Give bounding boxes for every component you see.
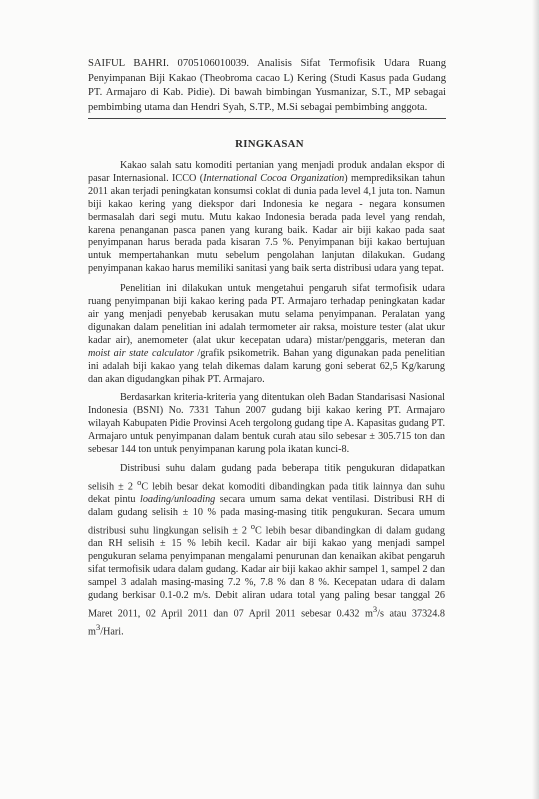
p4-superscript-1: o [137,476,142,487]
p2-text-a: Penelitian ini dilakukan untuk mengetahui pengaruh sifat termofisik udara ruang penyimpanan biji kakao kering pada PT. Armajaro terhadap peningkatan kadar air yang menjadi penyebab kerusakan mutu selama penyimpanan. Peralatan yang digunakan dalam penelitian ini adalah termometer air raksa, moisture tester (alat ukur kadar air), anemometer (alat ukur kecepatan udara) mistar/penggaris, meteran dan [88,283,445,346]
p4-text-d: C lebih besar dibandingkan di dalam gudang dan RH selisih ± 15 % lebih kecil. Kadar air biji kakao yang menjadi sampel pengukuran selama penyimpanan mengalami penurunan dan kenaikan akibat pengaruh sifat termofisik udara dalam gudang. Kadar air biji kakao akhir sampel 1, sampel 2 dan sampel 3 adalah masing-masing 7.2 %, 7.8 % dan 8 %. Kecepatan udara di dalam gudang berkisar 0.1-0.2 m/s. Debit aliran udara total yang paling besar tanggal 26 Maret 2011, 02 April 2011 dan 07 April 2011 sebesar 0.432 m [88,525,445,620]
p4-text-c: secara umum sama dekat ventilasi. Distribusi RH di dalam gudang selisih ± 10 % pada masing-masing titik pengukuran. Secara umum distribusi suhu lingkungan selisih ± 2 [88,494,445,537]
paragraph-2 [88,283,445,386]
bibliographic-header: SAIFUL BAHRI. 0705106010039. Analisis Sifat Termofisik Udara Ruang Penyimpanan Biji Kakao (Theobroma cacao L) Kering (Studi Kasus pada Gudang PT. Armajaro di Kab. Pidie). Di bawah bimbingan Yusmanizar, S.T., MP sebagai pembimbing utama dan Hendri Syah, S.TP., M.Si sebagai pembimbing anggota. [88,58,446,113]
paragraph-4 [88,463,445,639]
p1-italic: International Cocoa Organization [203,172,345,184]
page-title: RINGKASAN [235,138,304,150]
summary-body [88,160,445,645]
header-divider [88,118,446,119]
p4-superscript-4: 3 [95,622,101,633]
p4-text-e: /s atau 37324.8 m [88,608,446,638]
p4-italic: loading/unloading [139,494,216,506]
p2-text-b: /grafik psikometrik. Bahan yang digunakan pada penelitian ini adalah biji kakao yang telah dikemas dalam karung goni seberat 62,5 Kg/karung dan akan digudangkan pihak PT. Armajaro. [88,347,445,385]
p4-superscript-2: o [250,520,256,531]
p4-text-a: Distribusi suhu dalam gudang pada beberapa titik pengukuran didapatkan selisih ± 2 [88,462,445,493]
p4-text-f: /Hari. [100,626,124,638]
paragraph-3: Berdasarkan kriteria-kriteria yang ditentukan oleh Badan Standarisasi Nasional Indonesia (BSNI) No. 7331 Tahun 2007 gudang biji kakao kering PT. Armajaro wilayah Kabupaten Pidie Provinsi Aceh tergolong gudang tipe A. Kapasitas gudang PT. Armajaro untuk penyimpanan dalam bentuk curah atau silo sebesar ± 305.715 ton dan sebesar 144 ton untuk penyimpanan karung pola ikatan kunci-8. [88,392,445,456]
scan-shadow-edge [532,0,539,799]
p4-text-b: C lebih besar dekat komoditi dibandingkan pada titik lainnya dan suhu dekat pintu [88,481,445,506]
p1-text-a: Kakao salah satu komoditi pertanian yang menjadi produk andalan ekspor di pasar Internasional. ICCO ( [88,160,445,184]
p4-superscript-3: 3 [372,603,378,614]
p1-text-b: ) memprediksikan tahun 2011 akan terjadi peningkatan konsumsi coklat di dunia pada level 4,1 juta ton. Namun biji kakao kering yang diekspor dari Indonesia ke negara - negara konsumen bermasalah dari segi mutu. Mutu kakao Indonesia berada pada level yang rendah, karena penanganan pasca panen yang kurang baik. Kadar air biji kakao pada saat penyimpanan harus berada pada kisaran 7.5 %. Penyimpanan biji kakao bertujuan untuk mempertahankan mutu sebelum pengolahan lanjutan dilakukan. Gudang penyimpanan kakao harus memiliki sanitasi yang baik serta distribusi udara yang tepat. [88,172,445,275]
p2-italic: moist air state calculator [88,347,194,359]
paragraph-1 [88,160,445,276]
